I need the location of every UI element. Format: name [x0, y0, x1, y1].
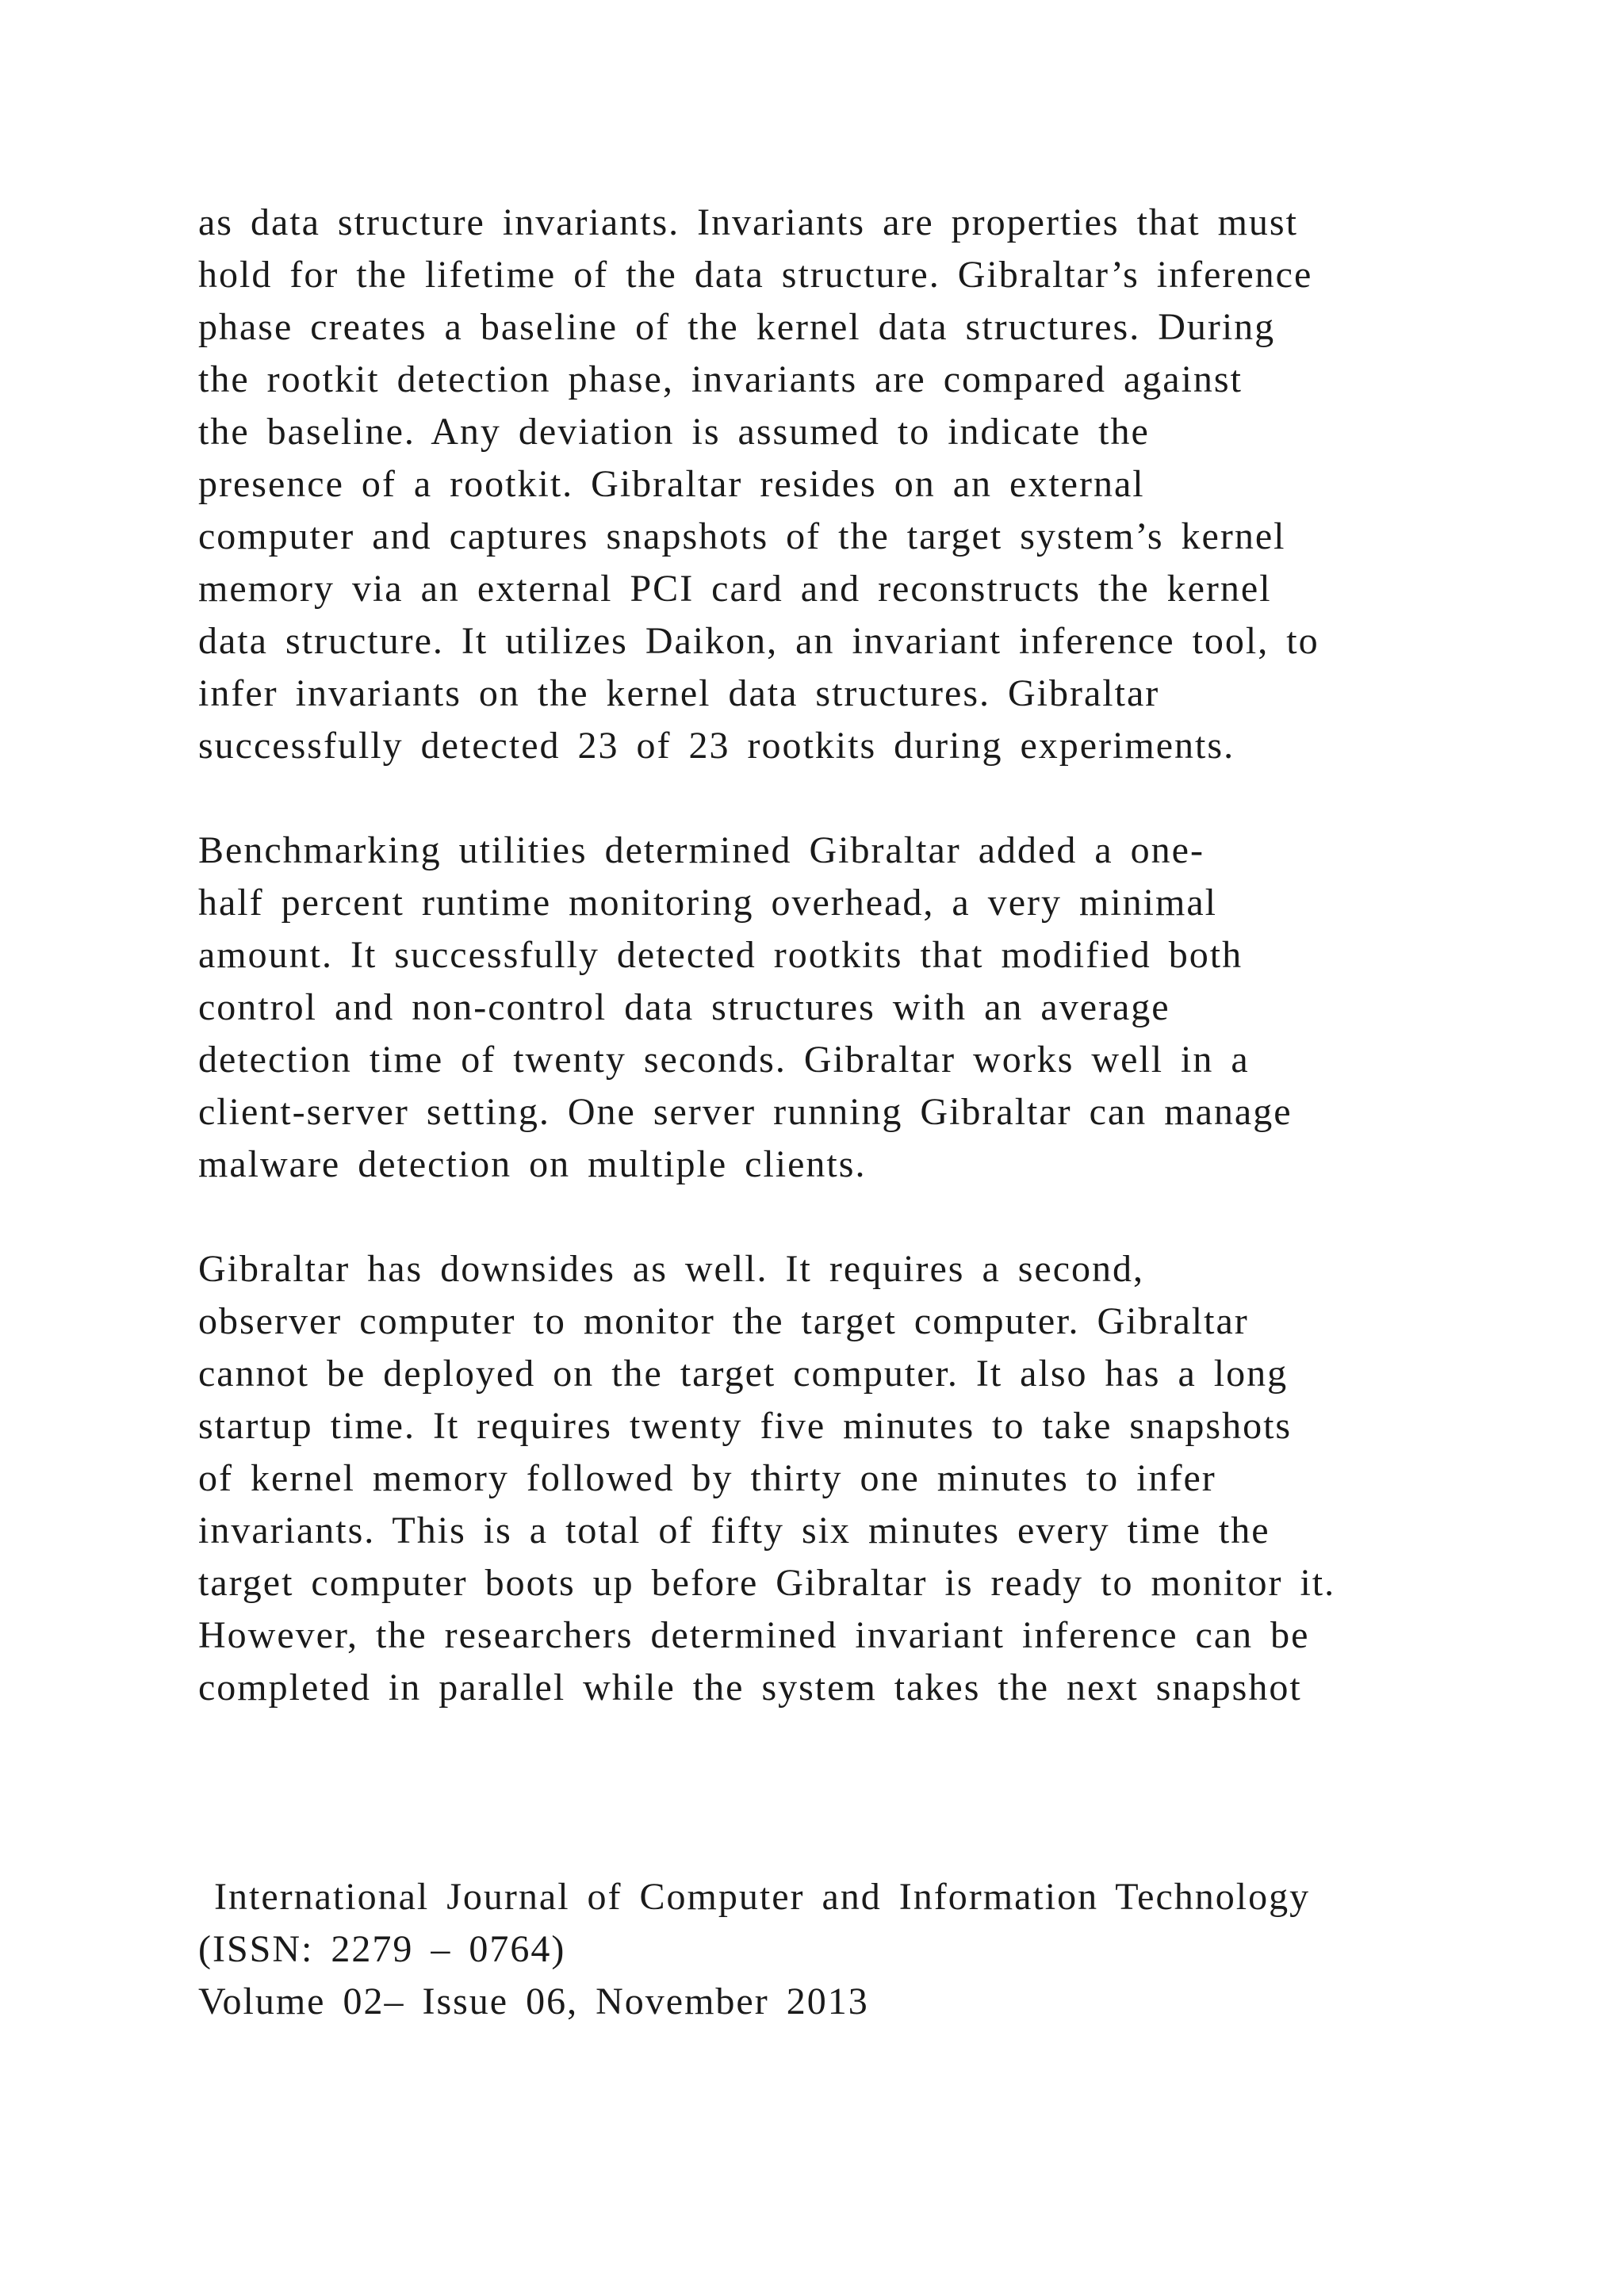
text-line: half percent runtime monitoring overhead, a very minimal: [198, 882, 1217, 924]
text-line: of kernel memory followed by thirty one minutes to infer: [198, 1457, 1216, 1499]
text-line: client-server setting. One server running Gibraltar can manage: [198, 1091, 1293, 1133]
text-line: computer and captures snapshots of the target system’s kernel: [198, 515, 1286, 557]
text-line: successfully detected 23 of 23 rootkits during experiments.: [198, 725, 1235, 767]
journal-volume-issue: Volume 02– Issue 06, November 2013: [198, 1980, 869, 2022]
text-line: the rootkit detection phase, invariants are compared against: [198, 358, 1243, 400]
text-line: startup time. It requires twenty five minutes to take snapshots: [198, 1405, 1293, 1447]
text-line: However, the researchers determined invariant inference can be: [198, 1614, 1310, 1656]
text-line: completed in parallel while the system takes the next snapshot: [198, 1667, 1302, 1709]
body-paragraph-1: [198, 197, 1435, 772]
text-line: malware detection on multiple clients.: [198, 1143, 867, 1185]
text-line: amount. It successfully detected rootkits that modified both: [198, 934, 1243, 976]
journal-name: International Journal of Computer and Information Technology: [214, 1876, 1311, 1918]
text-line: invariants. This is a total of fifty six minutes every time the: [198, 1510, 1270, 1552]
text-line: presence of a rootkit. Gibraltar resides on an external: [198, 463, 1145, 505]
text-line: memory via an external PCI card and reconstructs the kernel: [198, 568, 1272, 610]
body-paragraph-3: [198, 1243, 1435, 1714]
text-line: detection time of twenty seconds. Gibraltar works well in a: [198, 1039, 1250, 1081]
journal-issn: (ISSN: 2279 – 0764): [198, 1928, 566, 1970]
text-line: infer invariants on the kernel data structures. Gibraltar: [198, 672, 1160, 714]
text-line: hold for the lifetime of the data structure. Gibraltar’s inference: [198, 254, 1313, 296]
text-line: cannot be deployed on the target computer. It also has a long: [198, 1353, 1289, 1395]
text-line: Benchmarking utilities determined Gibraltar added a one-: [198, 829, 1205, 871]
text-line: as data structure invariants. Invariants are properties that must: [198, 201, 1298, 243]
text-line: Gibraltar has downsides as well. It requires a second,: [198, 1248, 1145, 1290]
text-line: phase creates a baseline of the kernel data structures. During: [198, 306, 1276, 348]
text-line: observer computer to monitor the target computer. Gibraltar: [198, 1300, 1249, 1342]
text-line: data structure. It utilizes Daikon, an invariant inference tool, to: [198, 620, 1320, 662]
text-line: target computer boots up before Gibraltar is ready to monitor it.: [198, 1562, 1336, 1604]
text-line: the baseline. Any deviation is assumed to indicate the: [198, 411, 1150, 453]
body-paragraph-2: [198, 825, 1435, 1191]
text-line: control and non-control data structures with an average: [198, 986, 1170, 1028]
journal-footer: [198, 1871, 1435, 2028]
